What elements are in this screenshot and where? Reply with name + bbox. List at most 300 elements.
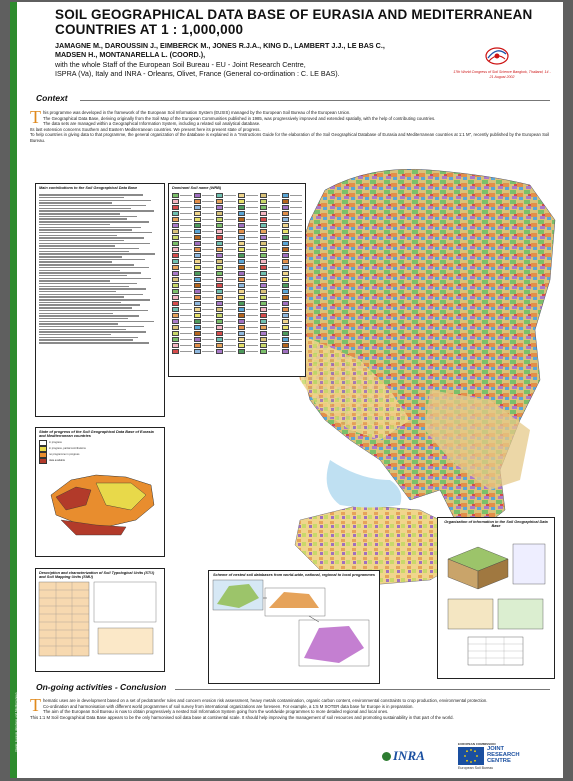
legend-entry	[282, 343, 302, 348]
legend-label-line	[202, 279, 214, 281]
legend-swatch	[194, 235, 201, 240]
legend-entry	[194, 253, 214, 258]
poster-title: SOIL GEOGRAPHICAL DATA BASE OF EURASIA AND MEDITERRANEAN COUNTRIES AT 1 : 1,000,000	[55, 7, 533, 37]
context-text	[30, 107, 552, 144]
legend-entry	[216, 271, 236, 276]
legend-swatch	[216, 235, 223, 240]
status-box	[35, 427, 165, 557]
legend-entry	[238, 301, 258, 306]
legend-label-line	[180, 345, 192, 347]
legend-swatch	[216, 331, 223, 336]
legend-entry	[172, 301, 192, 306]
legend-swatch	[238, 211, 245, 216]
legend-label-line	[268, 309, 280, 311]
legend-entry	[282, 217, 302, 222]
legend-swatch	[216, 253, 223, 258]
legend-entry	[282, 349, 302, 354]
legend-swatch	[260, 271, 267, 276]
legend-label-line	[180, 231, 192, 233]
legend-entry	[282, 193, 302, 198]
legend-swatch	[282, 241, 289, 246]
legend-entry	[172, 241, 192, 246]
authors-line-1: JAMAGNE M., DAROUSSIN J., EIMBERCK M., JONES R.J.A., KING D., LAMBERT J.J., LE BAS C.,	[55, 41, 385, 50]
legend-label-line	[246, 309, 258, 311]
legend-swatch	[216, 277, 223, 282]
legend-label-line	[246, 279, 258, 281]
legend-entry	[194, 217, 214, 222]
legend-label-line	[180, 279, 192, 281]
legend-entry	[216, 325, 236, 330]
legend-label-line	[202, 261, 214, 263]
legend-swatch	[172, 277, 179, 282]
legend-label-line	[268, 339, 280, 341]
legend-swatch	[260, 259, 267, 264]
legend-label-line	[290, 255, 302, 257]
legend-label-line	[224, 207, 236, 209]
legend-entry	[194, 349, 214, 354]
legend-label-line	[224, 213, 236, 215]
legend-entry	[216, 211, 236, 216]
context-heading: Context	[36, 93, 68, 103]
legend-swatch	[238, 277, 245, 282]
legend-label-line	[180, 267, 192, 269]
legend-swatch	[172, 235, 179, 240]
authors-line-3: with the whole Staff of the European Soil Bureau - EU - Joint Research Centre,	[55, 59, 306, 69]
legend-swatch	[172, 325, 179, 330]
legend-label-line	[290, 207, 302, 209]
legend-entry	[238, 307, 258, 312]
organization-diagram	[438, 529, 550, 669]
legend-entry	[260, 229, 280, 234]
legend-title: Dominant Soil name (WRB)	[172, 186, 222, 190]
legend-swatch	[238, 223, 245, 228]
legend-label-line	[224, 315, 236, 317]
legend-swatch	[260, 247, 267, 252]
legend-swatch	[216, 241, 223, 246]
legend-label-line	[224, 351, 236, 353]
legend-swatch	[172, 193, 179, 198]
legend-label-line	[202, 213, 214, 215]
legend-label-line	[290, 333, 302, 335]
legend-label-line	[290, 243, 302, 245]
legend-entry	[194, 223, 214, 228]
legend-label-line	[202, 351, 214, 353]
legend-swatch	[172, 337, 179, 342]
legend-label-line	[202, 273, 214, 275]
legend-swatch	[260, 313, 267, 318]
legend-swatch	[238, 313, 245, 318]
legend-swatch	[172, 199, 179, 204]
legend-entry	[260, 211, 280, 216]
legend-swatch	[282, 271, 289, 276]
legend-entry	[260, 205, 280, 210]
legend-swatch	[172, 265, 179, 270]
legend-swatch	[194, 283, 201, 288]
legend-label-line	[202, 291, 214, 293]
legend-entry	[260, 325, 280, 330]
legend-swatch	[216, 283, 223, 288]
legend-label-line	[202, 303, 214, 305]
legend-swatch	[260, 205, 267, 210]
inra-emblem-icon	[382, 752, 391, 761]
legend-entry	[194, 193, 214, 198]
legend-grid	[169, 191, 305, 356]
legend-entry	[216, 331, 236, 336]
legend-swatch	[172, 241, 179, 246]
legend-entry	[216, 295, 236, 300]
legend-label-line	[202, 219, 214, 221]
legend-entry	[216, 253, 236, 258]
legend-entry	[172, 211, 192, 216]
legend-entry	[260, 271, 280, 276]
legend-swatch	[260, 349, 267, 354]
legend-entry	[260, 259, 280, 264]
legend-entry	[282, 283, 302, 288]
legend-entry	[172, 205, 192, 210]
legend-label-line	[180, 285, 192, 287]
legend-entry	[216, 313, 236, 318]
legend-label-line	[202, 249, 214, 251]
context-p1: his programme was developed in the framework of the European Soil Information System (EUSIS) managed by the European Soil Bureau of the European Union.	[43, 110, 351, 115]
legend-label-line	[268, 225, 280, 227]
legend-swatch	[172, 271, 179, 276]
legend-label-line	[202, 315, 214, 317]
legend-entry	[282, 235, 302, 240]
legend-label-line	[224, 309, 236, 311]
congress-logo-icon	[483, 44, 511, 68]
context-p2: The Geographical Data Base, deriving originally from the Soil Map of the European Communities published in 1985, was progressively improved and extended spatially, with the help of contributing countries.	[43, 115, 436, 121]
legend-label-line	[180, 207, 192, 209]
legend-entry	[238, 343, 258, 348]
legend-entry	[172, 277, 192, 282]
legend-swatch	[172, 313, 179, 318]
contributors-list	[36, 191, 164, 347]
description-box	[35, 568, 165, 672]
legend-label-line	[202, 309, 214, 311]
legend-swatch	[282, 295, 289, 300]
legend-swatch	[216, 343, 223, 348]
legend-swatch	[260, 343, 267, 348]
legend-swatch	[172, 289, 179, 294]
authors-line-4: ISPRA (Va), Italy and INRA - Orleans, Olivet, France (General co-ordination : C. LE BAS).	[55, 68, 340, 78]
legend-label-line	[180, 243, 192, 245]
legend-entry	[260, 301, 280, 306]
legend-swatch	[282, 337, 289, 342]
legend-entry	[172, 223, 192, 228]
legend-entry	[216, 235, 236, 240]
legend-entry	[194, 241, 214, 246]
legend-label-line	[268, 243, 280, 245]
legend-entry	[194, 343, 214, 348]
legend-entry	[282, 289, 302, 294]
legend-swatch	[216, 319, 223, 324]
legend-swatch	[172, 349, 179, 354]
legend-label-line	[268, 195, 280, 197]
context-p3: The data sets are managed within a Geographical Information System, including a related soil analytical database.	[43, 121, 261, 127]
legend-entry	[238, 247, 258, 252]
legend-label-line	[224, 261, 236, 263]
conclusion-text	[30, 695, 550, 720]
description-table	[36, 580, 160, 658]
legend-label-line	[268, 267, 280, 269]
legend-entry	[260, 247, 280, 252]
legend-label-line	[180, 225, 192, 227]
legend-entry	[172, 217, 192, 222]
legend-entry	[260, 277, 280, 282]
legend-label-line	[224, 321, 236, 323]
legend-label-line	[224, 339, 236, 341]
legend-label-line	[202, 243, 214, 245]
legend-entry	[238, 283, 258, 288]
legend-entry	[172, 259, 192, 264]
legend-swatch	[282, 199, 289, 204]
legend-entry	[238, 223, 258, 228]
conclusion-heading: On-going activities - Conclusion	[36, 682, 167, 692]
conclusion-p1: hematic uses are in development based on a set of pedotransfer rules and concern erosion risk assessment, heavy metals contamination, organic carbon content, environmental constraints to crop production, environmental protection.	[43, 698, 488, 703]
organization-box	[437, 517, 555, 679]
legend-swatch	[238, 229, 245, 234]
legend-label-line	[246, 261, 258, 263]
legend-swatch	[260, 193, 267, 198]
legend-label-line	[246, 339, 258, 341]
legend-swatch	[194, 259, 201, 264]
legend-entry	[238, 199, 258, 204]
legend-swatch	[238, 283, 245, 288]
legend-entry	[238, 259, 258, 264]
legend-entry	[282, 253, 302, 258]
legend-swatch	[260, 199, 267, 204]
legend-label-line	[202, 345, 214, 347]
legend-label-line	[290, 261, 302, 263]
legend-entry	[260, 313, 280, 318]
legend-swatch	[282, 301, 289, 306]
legend-label-line	[224, 297, 236, 299]
legend-swatch	[238, 319, 245, 324]
legend-label-line	[246, 195, 258, 197]
legend-label-line	[268, 303, 280, 305]
legend-swatch	[260, 235, 267, 240]
status-item-4: data available	[49, 459, 66, 463]
legend-entry	[216, 205, 236, 210]
legend-entry	[260, 331, 280, 336]
legend-label-line	[246, 273, 258, 275]
legend-label-line	[268, 261, 280, 263]
legend-swatch	[194, 295, 201, 300]
legend-entry	[194, 229, 214, 234]
legend-entry	[238, 289, 258, 294]
legend-swatch	[282, 289, 289, 294]
legend-label-line	[202, 327, 214, 329]
status-item-2: in progress, partial contributions	[49, 447, 86, 451]
legend-entry	[172, 199, 192, 204]
legend-label-line	[268, 327, 280, 329]
legend-label-line	[268, 297, 280, 299]
legend-entry	[282, 199, 302, 204]
legend-swatch	[194, 343, 201, 348]
legend-swatch	[194, 319, 201, 324]
legend-swatch	[172, 319, 179, 324]
legend-label-line	[246, 345, 258, 347]
esb-label: European Soil Bureau	[458, 766, 494, 770]
organization-title: Organization of information in the Soil Geographical Data Base	[444, 520, 548, 528]
contributors-box	[35, 183, 165, 417]
legend-entry	[238, 331, 258, 336]
legend-entry	[194, 325, 214, 330]
legend-swatch	[260, 217, 267, 222]
legend-label-line	[246, 327, 258, 329]
legend-label-line	[224, 291, 236, 293]
legend-label-line	[268, 285, 280, 287]
legend-swatch	[172, 205, 179, 210]
legend-label-line	[224, 237, 236, 239]
legend-entry	[216, 283, 236, 288]
legend-entry	[282, 325, 302, 330]
legend-entry	[216, 349, 236, 354]
legend-swatch	[172, 301, 179, 306]
legend-swatch	[282, 205, 289, 210]
legend-entry	[260, 289, 280, 294]
authors-block	[55, 41, 450, 78]
legend-entry	[172, 319, 192, 324]
legend-entry	[216, 217, 236, 222]
legend-swatch	[260, 241, 267, 246]
conclusion-dropcap: T	[30, 695, 41, 715]
legend-entry	[194, 235, 214, 240]
legend-entry	[172, 229, 192, 234]
legend-label-line	[224, 345, 236, 347]
legend-entry	[282, 241, 302, 246]
legend-label-line	[224, 231, 236, 233]
legend-entry	[282, 211, 302, 216]
legend-label-line	[202, 321, 214, 323]
legend-swatch	[282, 325, 289, 330]
legend-swatch	[238, 295, 245, 300]
legend-entry	[260, 343, 280, 348]
status-swatch-4	[39, 458, 47, 464]
legend-swatch	[282, 193, 289, 198]
legend-entry	[260, 253, 280, 258]
legend-entry	[216, 247, 236, 252]
legend-swatch	[238, 259, 245, 264]
legend-swatch	[216, 265, 223, 270]
legend-label-line	[268, 345, 280, 347]
legend-swatch	[216, 199, 223, 204]
legend-entry	[260, 265, 280, 270]
legend-entry	[172, 325, 192, 330]
legend-label-line	[202, 339, 214, 341]
legend-label-line	[224, 225, 236, 227]
legend-swatch	[194, 265, 201, 270]
legend-label-line	[246, 225, 258, 227]
legend-label-line	[180, 291, 192, 293]
legend-entry	[216, 343, 236, 348]
congress-caption: 17th World Congress of Soil Science Bangkok, Thailand, 14 - 21 August 2002	[453, 70, 551, 79]
legend-swatch	[172, 247, 179, 252]
legend-label-line	[180, 309, 192, 311]
legend-entry	[238, 235, 258, 240]
legend-entry	[172, 247, 192, 252]
legend-label-line	[246, 351, 258, 353]
legend-entry	[194, 205, 214, 210]
legend-swatch	[216, 301, 223, 306]
legend-label-line	[290, 273, 302, 275]
legend-entry	[238, 265, 258, 270]
legend-swatch	[172, 307, 179, 312]
legend-label-line	[268, 219, 280, 221]
legend-swatch	[194, 241, 201, 246]
legend-entry	[172, 253, 192, 258]
legend-swatch	[172, 253, 179, 258]
legend-entry	[282, 265, 302, 270]
legend-entry	[260, 337, 280, 342]
legend-swatch	[216, 193, 223, 198]
legend-swatch	[260, 295, 267, 300]
legend-entry	[238, 295, 258, 300]
legend-label-line	[224, 243, 236, 245]
description-title: Description and characterization of Soil Typological Units (STU) and Soil Mapping Units (SMU)	[39, 571, 155, 579]
legend-entry	[194, 313, 214, 318]
legend-label-line	[224, 249, 236, 251]
legend-label-line	[202, 333, 214, 335]
legend-swatch	[282, 211, 289, 216]
legend-entry	[282, 229, 302, 234]
context-p4: Its last extension concerns Southern and Eastern Mediterranean countries. We present here its present state of progress.	[30, 126, 261, 132]
legend-swatch	[172, 259, 179, 264]
legend-label-line	[290, 315, 302, 317]
legend-entry	[238, 337, 258, 342]
legend-swatch	[282, 283, 289, 288]
legend-entry	[194, 307, 214, 312]
legend-swatch	[216, 211, 223, 216]
eu-flag-icon	[458, 747, 484, 765]
legend-label-line	[268, 291, 280, 293]
legend-swatch	[282, 343, 289, 348]
legend-label-line	[224, 195, 236, 197]
status-item-3: no programme in progress	[49, 453, 80, 457]
legend-label-line	[202, 201, 214, 203]
legend-swatch	[260, 211, 267, 216]
legend-label-line	[268, 273, 280, 275]
legend-swatch	[216, 325, 223, 330]
legend-swatch	[238, 265, 245, 270]
legend-swatch	[194, 199, 201, 204]
legend-entry	[216, 289, 236, 294]
legend-label-line	[268, 231, 280, 233]
legend-swatch	[260, 331, 267, 336]
legend-label-line	[290, 231, 302, 233]
legend-swatch	[194, 349, 201, 354]
legend-entry	[194, 289, 214, 294]
legend-entry	[260, 223, 280, 228]
legend-swatch	[238, 235, 245, 240]
legend-entry	[172, 313, 192, 318]
legend-entry	[238, 319, 258, 324]
legend-swatch	[216, 259, 223, 264]
legend-label-line	[180, 321, 192, 323]
legend-swatch	[238, 301, 245, 306]
legend-label-line	[290, 225, 302, 227]
legend-swatch	[282, 313, 289, 318]
legend-swatch	[194, 211, 201, 216]
legend-entry	[172, 295, 192, 300]
legend-entry	[216, 223, 236, 228]
legend-label-line	[180, 351, 192, 353]
legend-label-line	[268, 201, 280, 203]
legend-label-line	[202, 195, 214, 197]
legend-entry	[260, 295, 280, 300]
legend-entry	[216, 337, 236, 342]
legend-label-line	[290, 285, 302, 287]
